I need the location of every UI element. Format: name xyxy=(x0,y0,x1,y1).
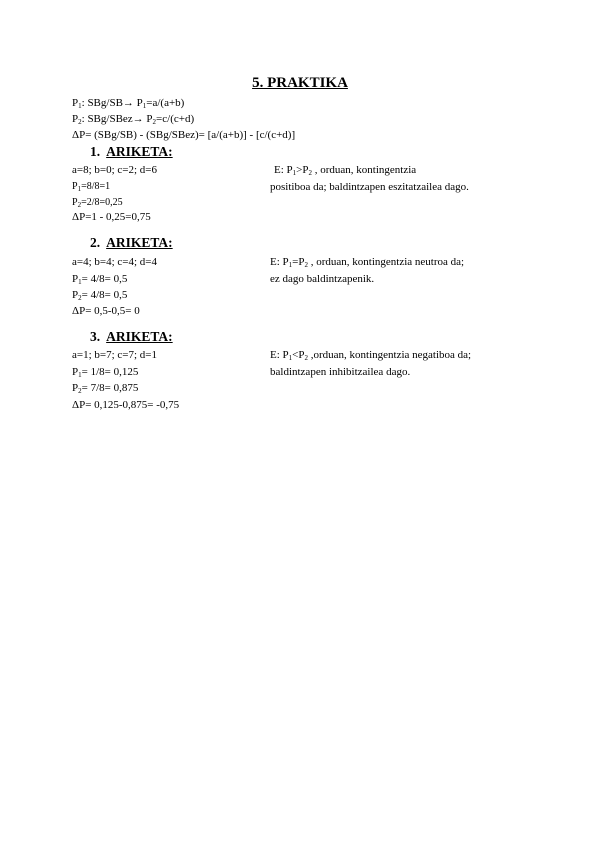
formula-p1-rhs: =a/(a+b) xyxy=(146,97,185,109)
e-compare: <P xyxy=(292,349,305,361)
exercise-2-explanation-line2: ez dago baldintzapenik. xyxy=(270,273,375,285)
exercise-heading-text: ARIKETA: xyxy=(106,329,173,344)
exercise-number: 2. xyxy=(90,235,101,250)
p1-value: =8/8=1 xyxy=(81,181,111,192)
sub-1: 1 xyxy=(292,169,297,177)
sub-2: 2 xyxy=(152,118,157,126)
formula-p2-text: SBg/SBez→ P xyxy=(87,113,153,125)
exercise-3-vars: a=1; b=7; c=7; d=1 xyxy=(72,349,157,361)
p1-value: = 1/8= 0,125 xyxy=(81,366,139,378)
exercise-3-delta-p: ΔP= 0,125-0,875= -0,75 xyxy=(72,399,180,411)
p-label: P xyxy=(72,97,79,109)
formula-p1 xyxy=(72,96,184,110)
sub-1: 1 xyxy=(78,102,82,110)
exercise-2-p1 xyxy=(72,272,127,286)
sub-2: 2 xyxy=(77,201,82,209)
sub-1: 1 xyxy=(77,185,82,193)
p-label: P xyxy=(72,289,79,301)
p-label: P xyxy=(72,181,78,192)
exercise-2-heading xyxy=(90,235,173,251)
exercise-1-explanation-line1 xyxy=(274,163,416,177)
p-label: P xyxy=(72,382,79,394)
exercise-3-p2 xyxy=(72,381,138,395)
exercise-3-heading xyxy=(90,329,173,345)
sub-1: 1 xyxy=(288,261,293,269)
sub-2: 2 xyxy=(308,169,312,177)
e-suffix: , orduan, kontingentzia neutroa da; xyxy=(307,256,465,268)
sub-1: 1 xyxy=(78,278,82,286)
e-prefix: E: P xyxy=(274,164,293,176)
exercise-2-delta-p: ΔP= 0,5-0,5= 0 xyxy=(72,305,140,317)
p-label: P xyxy=(72,113,79,125)
e-compare: =P xyxy=(292,256,305,268)
sub-2: 2 xyxy=(78,294,82,302)
p-label: P xyxy=(72,366,79,378)
e-suffix: , orduan, kontingentzia xyxy=(311,164,417,176)
p2-value: =2/8=0,25 xyxy=(81,197,123,208)
exercise-3-explanation-line2: baldintzapen inhibitzailea dago. xyxy=(270,366,411,378)
exercise-3-explanation-line1 xyxy=(270,348,471,362)
page-title: 5. PRAKTIKA xyxy=(252,75,348,91)
e-suffix: ,orduan, kontingentzia negatiboa da; xyxy=(307,349,472,361)
colon: : xyxy=(81,113,88,125)
e-prefix: E: P xyxy=(270,256,289,268)
formula-p2 xyxy=(72,112,194,126)
exercise-heading-text: ARIKETA: xyxy=(106,144,173,159)
e-compare: >P xyxy=(296,164,309,176)
exercise-1-explanation-line2: positiboa da; baldintzapen eszitatzailea dago. xyxy=(270,181,469,193)
exercise-number: 3. xyxy=(90,329,101,344)
p1-value: = 4/8= 0,5 xyxy=(81,273,128,285)
sub-1: 1 xyxy=(142,102,147,110)
exercise-2-p2 xyxy=(72,288,127,302)
exercise-3-p1 xyxy=(72,365,138,379)
formula-p1-text: SBg/SB→ P xyxy=(87,97,143,109)
sub-2: 2 xyxy=(304,354,308,362)
formula-p2-rhs: =c/(c+d) xyxy=(156,113,195,125)
exercise-1-heading xyxy=(90,144,173,160)
exercise-1-p2 xyxy=(72,196,123,210)
exercise-1-vars: a=8; b=0; c=2; d=6 xyxy=(72,164,157,176)
exercise-1-p1 xyxy=(72,180,110,194)
sub-2: 2 xyxy=(78,118,82,126)
p-label: P xyxy=(72,197,78,208)
exercise-2-explanation-line1 xyxy=(270,255,464,269)
exercise-1-delta-p: ΔP=1 - 0,25=0,75 xyxy=(72,211,151,223)
exercise-heading-text: ARIKETA: xyxy=(106,235,173,250)
sub-2: 2 xyxy=(78,387,82,395)
sub-2: 2 xyxy=(304,261,308,269)
sub-1: 1 xyxy=(288,354,293,362)
sub-1: 1 xyxy=(78,371,82,379)
exercise-number: 1. xyxy=(90,144,101,159)
e-prefix: E: P xyxy=(270,349,289,361)
p2-value: = 7/8= 0,875 xyxy=(81,382,139,394)
colon: : xyxy=(81,97,88,109)
p2-value: = 4/8= 0,5 xyxy=(81,289,128,301)
formula-delta-p: ΔP= (SBg/SB) - (SBg/SBez)= [a/(a+b)] - [c/(c+d)] xyxy=(72,129,296,141)
exercise-2-vars: a=4; b=4; c=4; d=4 xyxy=(72,256,157,268)
p-label: P xyxy=(72,273,79,285)
